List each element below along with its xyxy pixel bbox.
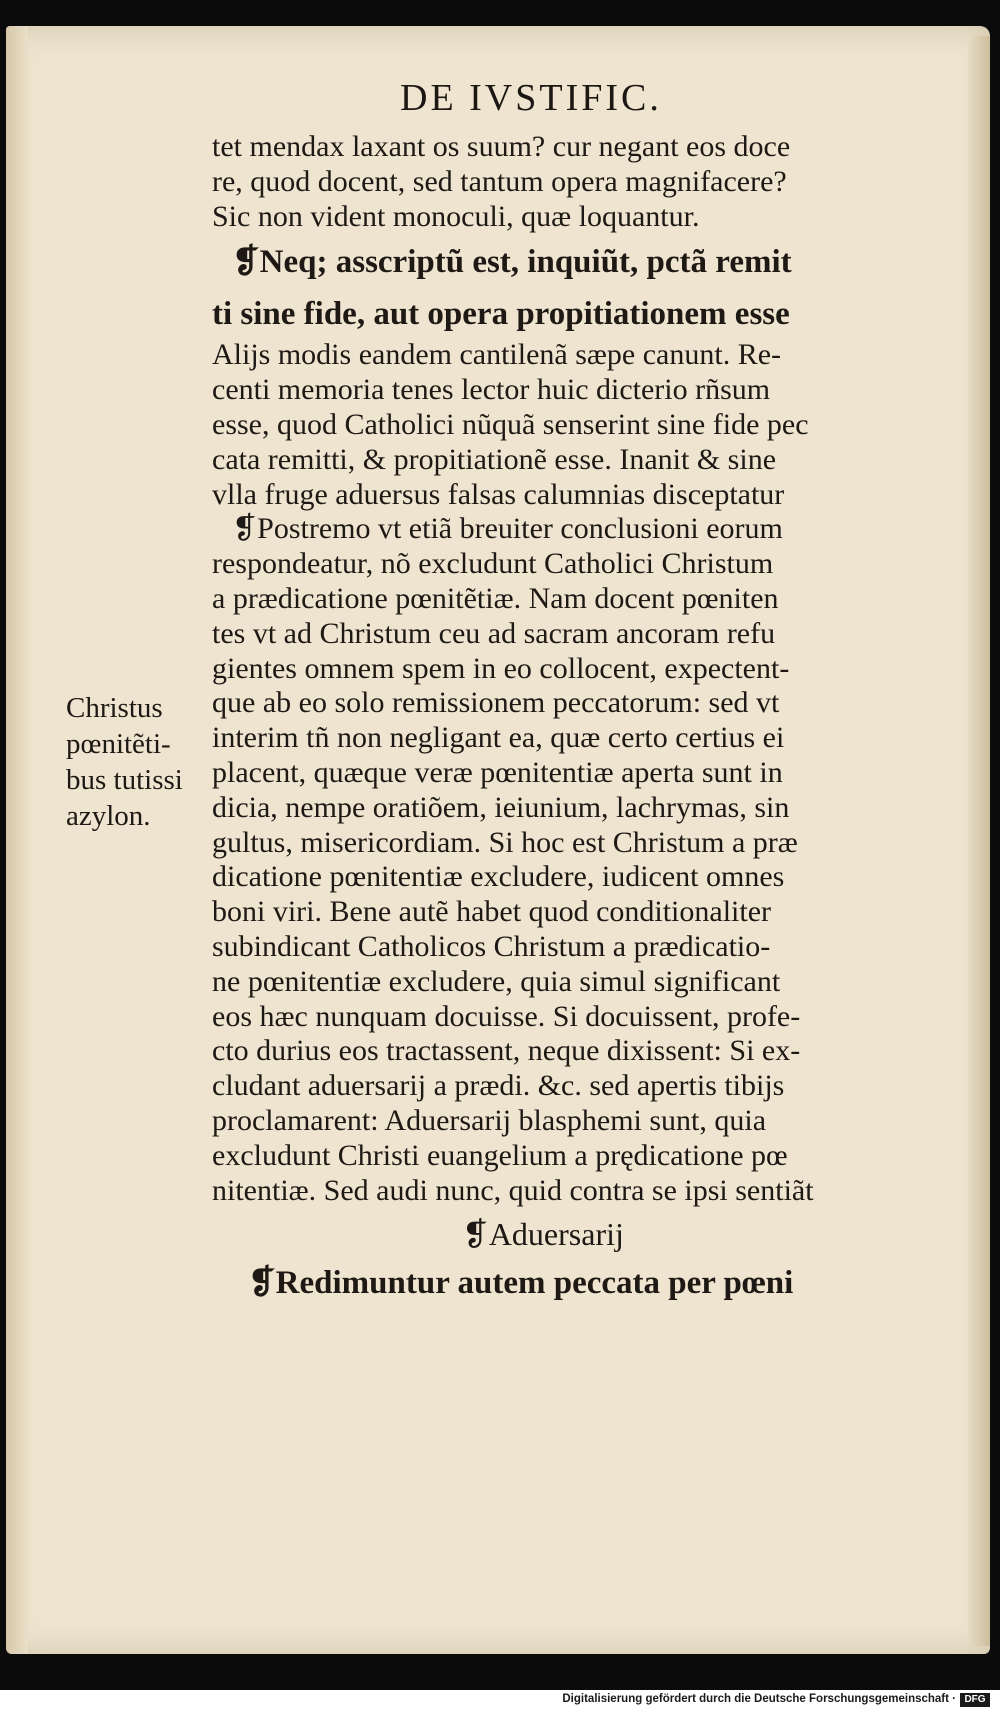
text-line: tet mendax laxant os suum? cur negant eos doce	[212, 130, 791, 163]
text-line: dicatione pœnitentiæ excludere, iudicent omnes	[212, 860, 785, 894]
text-line: centi memoria tenes lector huic dicterio rñsum	[212, 373, 771, 407]
text-line: nitentiæ. Sed audi nunc, quid contra se ipsi sentiãt	[212, 1173, 814, 1207]
text-line: re, quod docent, sed tantum opera magnifacere?	[212, 164, 787, 198]
page-gutter-shadow	[6, 26, 28, 1654]
bold-paragraph-line: ti sine fide, aut opera propitiationem esse	[212, 296, 790, 333]
text-line: subindicant Catholicos Christum a prædicatio-	[212, 929, 771, 963]
marginal-note-line: pœnitẽti-	[66, 728, 171, 760]
body-text	[212, 130, 922, 1310]
text-line: vlla fruge aduersus falsas calumnias disceptatur	[212, 477, 785, 511]
text-line: cludant aduersarij a prædi. &c. sed apertis tibijs	[212, 1069, 785, 1103]
text-line: boni viri. Bene autẽ habet quod conditionaliter	[212, 895, 772, 929]
text-line: Sic non vident monoculi, quæ loquantur.	[212, 199, 700, 233]
text-line: interim tñ non negligant ea, quæ certo certius ei	[212, 721, 785, 755]
text-line: cata remitti, & propitiationẽ esse. Inanit & sine	[212, 442, 777, 476]
text-line: cto durius eos tractassent, neque dixissent: Si ex-	[212, 1034, 801, 1068]
dfg-logo: DFG	[960, 1693, 990, 1707]
funding-credit: Digitalisierung gefördert durch die Deutsche Forschungsgemeinschaft ·	[562, 1693, 956, 1705]
text-line: ❡Postremo vt etiã breuiter conclusioni eorum	[232, 512, 783, 546]
text-line: respondeatur, nõ excludunt Catholici Christum	[212, 547, 774, 581]
bold-paragraph-line: ❡Redimuntur autem peccata per pœni	[248, 1265, 794, 1302]
text-line: eos hæc nunquam docuisse. Si docuissent, profe-	[212, 999, 801, 1033]
text-line: esse, quod Catholici nũquã senserint sine fide pec	[212, 407, 809, 441]
bold-paragraph-line: ❡Neq; asscriptũ est, inquiũt, pctã remit	[232, 244, 792, 281]
text-line: gultus, misericordiam. Si hoc est Christum a præ	[212, 825, 798, 859]
text-line: que ab eo solo remissionem peccatorum: sed vt	[212, 686, 780, 720]
page-fore-edge	[968, 36, 990, 1646]
text-line: Alijs modis eandem cantilenã sæpe canunt. Re-	[212, 338, 782, 372]
text-line: ne pœnitentiæ excludere, quia simul significant	[212, 964, 781, 998]
marginal-note-line: Christus	[66, 692, 163, 724]
text-line: tes vt ad Christum ceu ad sacram ancoram refu	[212, 616, 776, 650]
text-line: proclamarent: Aduersarij blasphemi sunt, quia	[212, 1103, 767, 1137]
section-heading: ❡Aduersarij	[462, 1216, 624, 1253]
marginal-note-line: bus tutissi	[66, 764, 183, 796]
text-line: dicia, nempe oratiõem, ieiunium, lachrymas, sin	[212, 790, 790, 824]
text-line: a prædicatione pœnitẽtiæ. Nam docent pœniten	[212, 581, 779, 615]
marginal-note-line: azylon.	[66, 800, 151, 832]
text-line: placent, quæque veræ pœnitentiæ aperta sunt in	[212, 755, 783, 789]
text-line: excludunt Christi euangelium a prędicatione pœ	[212, 1138, 788, 1172]
running-head: DE IVSTIFIC.	[400, 77, 662, 119]
marginal-note	[66, 690, 206, 834]
text-line: gientes omnem spem in eo collocent, expectent-	[212, 651, 790, 685]
